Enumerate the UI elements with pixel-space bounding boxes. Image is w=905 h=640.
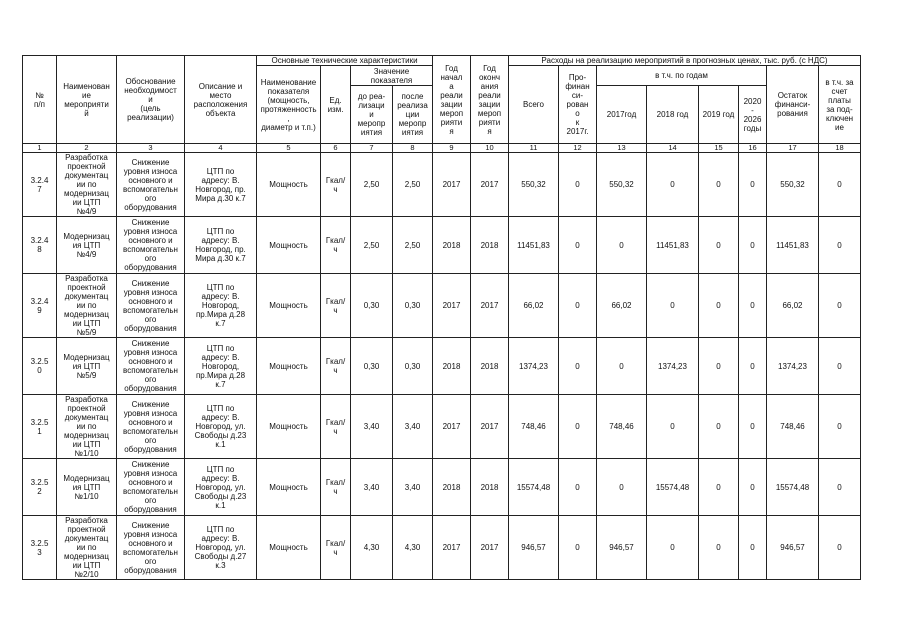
header-year-start: Год начал а реали зации мероп рияти я [433, 56, 471, 144]
header-2017: 2017год [597, 86, 647, 144]
row-number: 3.2.4 8 [23, 217, 57, 274]
cost-connection: 0 [819, 274, 861, 338]
cost-2020-2026: 0 [739, 459, 767, 516]
row-number: 3.2.5 1 [23, 395, 57, 459]
header-2018: 2018 год [647, 86, 699, 144]
table-row [23, 153, 861, 217]
year-end: 2017 [471, 395, 509, 459]
header-unit: Ед. изм. [321, 66, 351, 144]
measure-reason: Снижение уровня износа основного и вспомогательн ого оборудования [117, 274, 185, 338]
header-costs-group: Расходы на реализацию мероприятий в прогнозных ценах, тыс. руб. (с НДС) [509, 56, 861, 66]
cost-total: 15574,48 [509, 459, 559, 516]
year-start: 2017 [433, 274, 471, 338]
cost-2020-2026: 0 [739, 516, 767, 580]
cost-2019: 0 [699, 459, 739, 516]
column-index: 2 [57, 144, 117, 153]
header-connection: в т.ч. за счет платы за под- ключен ие [819, 66, 861, 144]
cost-financed: 0 [559, 274, 597, 338]
measure-reason: Снижение уровня износа основного и вспомогательн ого оборудования [117, 516, 185, 580]
column-index: 17 [767, 144, 819, 153]
cost-2019: 0 [699, 395, 739, 459]
year-start: 2017 [433, 516, 471, 580]
row-number: 3.2.5 0 [23, 338, 57, 395]
unit-cell: Гкал/ ч [321, 274, 351, 338]
header-after: после реализа ции меропр иятия [393, 86, 433, 144]
year-start: 2018 [433, 217, 471, 274]
row-number: 3.2.4 9 [23, 274, 57, 338]
measure-name: Разработка проектной документац ии по модернизац ии ЦТП №1/10 [57, 395, 117, 459]
cost-2020-2026: 0 [739, 395, 767, 459]
object-location: ЦТП по адресу: В. Новгород, ул. Свободы д.23 к.1 [185, 459, 257, 516]
table-body [23, 153, 861, 580]
value-before: 2,50 [351, 217, 393, 274]
measure-reason: Снижение уровня износа основного и вспомогательн ого оборудования [117, 459, 185, 516]
row-number: 3.2.5 3 [23, 516, 57, 580]
cost-2019: 0 [699, 338, 739, 395]
column-index: 9 [433, 144, 471, 153]
unit-cell: Гкал/ ч [321, 395, 351, 459]
header-total: Всего [509, 66, 559, 144]
cost-total: 550,32 [509, 153, 559, 217]
investment-program-table [22, 55, 861, 580]
cost-connection: 0 [819, 338, 861, 395]
value-before: 2,50 [351, 153, 393, 217]
unit-cell: Гкал/ ч [321, 217, 351, 274]
year-end: 2018 [471, 217, 509, 274]
header-2019: 2019 год [699, 86, 739, 144]
unit-cell: Гкал/ ч [321, 338, 351, 395]
column-index: 6 [321, 144, 351, 153]
cost-financed: 0 [559, 338, 597, 395]
value-after: 2,50 [393, 153, 433, 217]
column-index-row [23, 144, 861, 153]
cost-2020-2026: 0 [739, 153, 767, 217]
row-number: 3.2.5 2 [23, 459, 57, 516]
cost-remainder: 1374,23 [767, 338, 819, 395]
cost-2017: 0 [597, 338, 647, 395]
cost-2017: 0 [597, 459, 647, 516]
cost-remainder: 15574,48 [767, 459, 819, 516]
cost-total: 66,02 [509, 274, 559, 338]
value-after: 3,40 [393, 395, 433, 459]
year-end: 2017 [471, 153, 509, 217]
cost-2017: 550,32 [597, 153, 647, 217]
cost-connection: 0 [819, 395, 861, 459]
column-index: 3 [117, 144, 185, 153]
table-row [23, 217, 861, 274]
value-before: 0,30 [351, 274, 393, 338]
cost-2018: 15574,48 [647, 459, 699, 516]
unit-cell: Гкал/ ч [321, 153, 351, 217]
indicator-name: Мощность [257, 459, 321, 516]
measure-name: Разработка проектной документац ии по модернизац ии ЦТП №5/9 [57, 274, 117, 338]
measure-reason: Снижение уровня износа основного и вспомогательн ого оборудования [117, 338, 185, 395]
header-tech-group: Основные технические характеристики [257, 56, 433, 66]
cost-remainder: 66,02 [767, 274, 819, 338]
cost-total: 748,46 [509, 395, 559, 459]
cost-financed: 0 [559, 217, 597, 274]
year-end: 2017 [471, 274, 509, 338]
header-by-years: в т.ч. по годам [597, 66, 767, 86]
cost-2018: 0 [647, 395, 699, 459]
year-end: 2018 [471, 338, 509, 395]
value-after: 3,40 [393, 459, 433, 516]
cost-2019: 0 [699, 516, 739, 580]
header-reason: Обоснование необходимост и (цель реализации) [117, 56, 185, 144]
indicator-name: Мощность [257, 153, 321, 217]
measure-name: Модернизац ия ЦТП №5/9 [57, 338, 117, 395]
cost-financed: 0 [559, 395, 597, 459]
column-index: 15 [699, 144, 739, 153]
column-index: 5 [257, 144, 321, 153]
year-start: 2018 [433, 459, 471, 516]
cost-2018: 0 [647, 274, 699, 338]
unit-cell: Гкал/ ч [321, 516, 351, 580]
header-financed: Про- финан си- рован о к 2017г. [559, 66, 597, 144]
measure-name: Разработка проектной документац ии по модернизац ии ЦТП №2/10 [57, 516, 117, 580]
header-year-end: Год оконч ания реали зации мероп рияти я [471, 56, 509, 144]
measure-name: Разработка проектной документац ии по модернизац ии ЦТП №4/9 [57, 153, 117, 217]
column-index: 18 [819, 144, 861, 153]
value-before: 4,30 [351, 516, 393, 580]
indicator-name: Мощность [257, 516, 321, 580]
cost-2018: 0 [647, 516, 699, 580]
cost-remainder: 946,57 [767, 516, 819, 580]
header-remainder: Остаток финанси- рования [767, 66, 819, 144]
indicator-name: Мощность [257, 338, 321, 395]
header-no: № п/п [23, 56, 57, 144]
cost-connection: 0 [819, 459, 861, 516]
cost-2020-2026: 0 [739, 274, 767, 338]
object-location: ЦТП по адресу: В. Новгород, пр.Мира д.28 к.7 [185, 338, 257, 395]
object-location: ЦТП по адресу: В. Новгород, пр. Мира д.30 к.7 [185, 217, 257, 274]
cost-total: 946,57 [509, 516, 559, 580]
cost-2017: 946,57 [597, 516, 647, 580]
header-indicator-name: Наименование показателя (мощность, протяженность , диаметр и т.п.) [257, 66, 321, 144]
cost-remainder: 11451,83 [767, 217, 819, 274]
cost-remainder: 748,46 [767, 395, 819, 459]
header-2020-2026: 2020 - 2026 годы [739, 86, 767, 144]
year-start: 2018 [433, 338, 471, 395]
indicator-name: Мощность [257, 395, 321, 459]
value-before: 3,40 [351, 459, 393, 516]
cost-2017: 66,02 [597, 274, 647, 338]
table-row [23, 274, 861, 338]
object-location: ЦТП по адресу: В. Новгород, пр. Мира д.30 к.7 [185, 153, 257, 217]
year-start: 2017 [433, 395, 471, 459]
cost-2019: 0 [699, 153, 739, 217]
cost-2018: 11451,83 [647, 217, 699, 274]
cost-financed: 0 [559, 516, 597, 580]
column-index: 4 [185, 144, 257, 153]
header-before: до реа- лизаци и меропр иятия [351, 86, 393, 144]
column-index: 14 [647, 144, 699, 153]
value-after: 4,30 [393, 516, 433, 580]
header-value-group: Значение показателя [351, 66, 433, 86]
cost-total: 1374,23 [509, 338, 559, 395]
cost-connection: 0 [819, 153, 861, 217]
measure-reason: Снижение уровня износа основного и вспомогательн ого оборудования [117, 395, 185, 459]
column-index: 13 [597, 144, 647, 153]
cost-total: 11451,83 [509, 217, 559, 274]
column-index: 8 [393, 144, 433, 153]
cost-2018: 1374,23 [647, 338, 699, 395]
column-index: 11 [509, 144, 559, 153]
column-index: 1 [23, 144, 57, 153]
cost-connection: 0 [819, 516, 861, 580]
row-number: 3.2.4 7 [23, 153, 57, 217]
cost-2017: 748,46 [597, 395, 647, 459]
cost-2017: 0 [597, 217, 647, 274]
object-location: ЦТП по адресу: В. Новгород, ул. Свободы д.23 к.1 [185, 395, 257, 459]
value-after: 2,50 [393, 217, 433, 274]
cost-2018: 0 [647, 153, 699, 217]
value-after: 0,30 [393, 274, 433, 338]
value-before: 0,30 [351, 338, 393, 395]
measure-name: Модернизац ия ЦТП №4/9 [57, 217, 117, 274]
header-location: Описание и место расположения объекта [185, 56, 257, 144]
object-location: ЦТП по адресу: В. Новгород, пр.Мира д.28 к.7 [185, 274, 257, 338]
unit-cell: Гкал/ ч [321, 459, 351, 516]
cost-financed: 0 [559, 459, 597, 516]
column-index: 7 [351, 144, 393, 153]
indicator-name: Мощность [257, 274, 321, 338]
measure-reason: Снижение уровня износа основного и вспомогательн ого оборудования [117, 153, 185, 217]
table-row [23, 516, 861, 580]
table-row [23, 459, 861, 516]
cost-2020-2026: 0 [739, 217, 767, 274]
cost-2020-2026: 0 [739, 338, 767, 395]
indicator-name: Мощность [257, 217, 321, 274]
cost-financed: 0 [559, 153, 597, 217]
value-after: 0,30 [393, 338, 433, 395]
cost-connection: 0 [819, 217, 861, 274]
cost-2019: 0 [699, 274, 739, 338]
cost-remainder: 550,32 [767, 153, 819, 217]
cost-2019: 0 [699, 217, 739, 274]
object-location: ЦТП по адресу: В. Новгород, ул. Свободы д.27 к.3 [185, 516, 257, 580]
year-start: 2017 [433, 153, 471, 217]
measure-name: Модернизац ия ЦТП №1/10 [57, 459, 117, 516]
column-index: 16 [739, 144, 767, 153]
table-row [23, 338, 861, 395]
value-before: 3,40 [351, 395, 393, 459]
year-end: 2018 [471, 459, 509, 516]
header-name: Наименован ие мероприяти й [57, 56, 117, 144]
year-end: 2017 [471, 516, 509, 580]
column-index: 12 [559, 144, 597, 153]
measure-reason: Снижение уровня износа основного и вспомогательн ого оборудования [117, 217, 185, 274]
column-index: 10 [471, 144, 509, 153]
table-row [23, 395, 861, 459]
